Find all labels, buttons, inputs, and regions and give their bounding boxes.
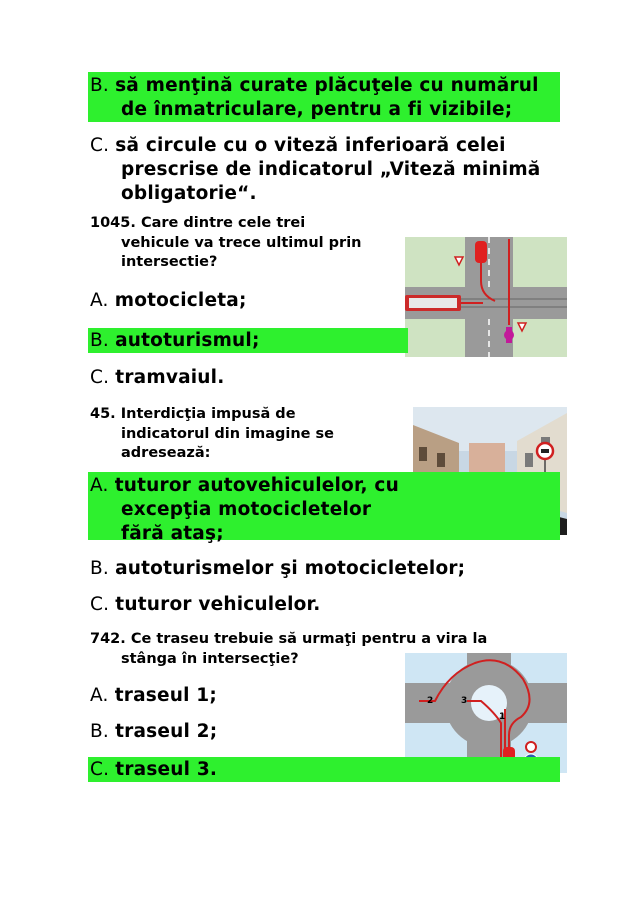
question-742: 742. Ce traseu trebuie să urmaţi pentru a vira la stânga în intersecţie? <box>90 631 488 667</box>
answer-b-1045[interactable]: B. autoturismul; <box>90 330 260 351</box>
intersection-image <box>405 237 567 357</box>
answer-a-742[interactable]: A. traseul 1; <box>90 685 217 706</box>
answer-a-1045[interactable]: A. motocicleta; <box>90 290 247 311</box>
yield-sign-icon <box>526 742 536 752</box>
answer-c-prev[interactable]: C. să circule cu o viteză inferioară celei prescrise de indicatorul „Viteză minimă obligatorie“. <box>90 135 541 204</box>
question-45: 45. Interdicţia impusă de indicatorul din imagine se adresează: <box>90 406 335 461</box>
route-label-1: 1 <box>499 712 506 722</box>
question-1045: 1045. Care dintre cele trei vehicule va trece ultimul prin intersectie? <box>90 215 362 270</box>
route-label-3: 3 <box>461 696 468 706</box>
answer-a-45[interactable]: A. tuturor autovehiculelor, cu excepţia motocicletelor fără ataş; <box>90 475 399 544</box>
answer-c-45[interactable]: C. tuturor vehiculelor. <box>90 594 321 615</box>
car <box>475 241 487 263</box>
route-label-2: 2 <box>427 696 434 706</box>
answer-c-1045[interactable]: C. tramvaiul. <box>90 367 225 388</box>
roundabout-image <box>405 653 567 773</box>
answer-b-45[interactable]: B. autoturismelor şi motocicletelor; <box>90 558 466 579</box>
answer-b-742[interactable]: B. traseul 2; <box>90 721 218 742</box>
answer-c-742[interactable]: C. traseul 3. <box>90 759 218 780</box>
answer-b-prev[interactable]: B. să menţină curate plăcuţele cu numărul de înmatriculare, pentru a fi vizibile; <box>90 75 539 120</box>
